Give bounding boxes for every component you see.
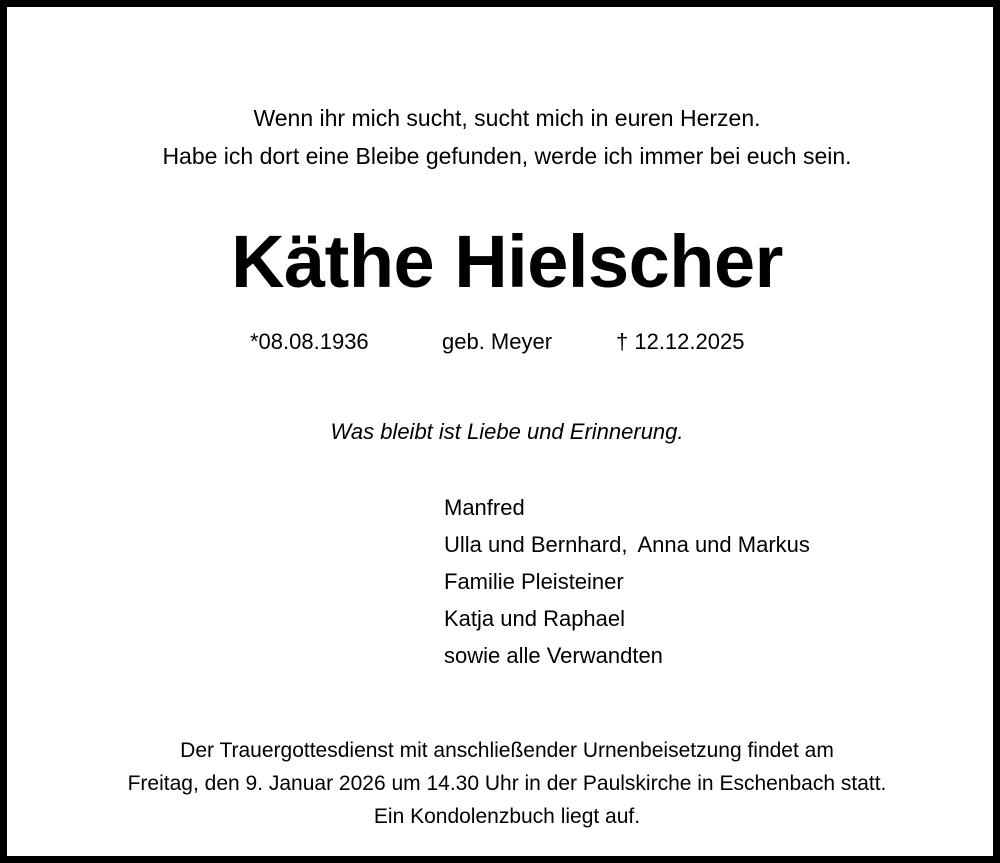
maiden-name: geb. Meyer: [442, 329, 553, 354]
service-line-2: Freitag, den 9. Januar 2026 um 14.30 Uhr in der Paulskirche in Eschenbach statt.: [127, 772, 887, 795]
mourner-line: Manfred: [444, 495, 525, 520]
service-info: [7, 734, 1000, 833]
service-line-3: Ein Kondolenzbuch liegt auf.: [373, 805, 641, 828]
mourner-line: Katja und Raphael: [444, 606, 626, 631]
memorial-quote: Was bleibt ist Liebe und Erinnerung.: [330, 419, 684, 444]
mourner-name: Ulla und Bernhard,: [444, 532, 628, 557]
mourners-list: [444, 489, 810, 674]
motto-line-1: Wenn ihr mich sucht, sucht mich in euren Herzen.: [253, 105, 761, 131]
deceased-name: Käthe Hielscher: [231, 220, 783, 303]
motto: [7, 99, 1000, 175]
mourner-line: Familie Pleisteiner: [444, 569, 624, 594]
service-line-1: Der Trauergottesdienst mit anschließender Urnenbeisetzung findet am: [180, 739, 834, 762]
mourner-line: sowie alle Verwandten: [444, 643, 663, 668]
mourner-name: Anna und Markus: [637, 532, 810, 557]
mourner-line: [444, 526, 810, 563]
death-date: † 12.12.2025: [616, 329, 745, 354]
birth-date: *08.08.1936: [250, 329, 369, 354]
motto-line-2: Habe ich dort eine Bleibe gefunden, werde ich immer bei euch sein.: [162, 143, 852, 169]
